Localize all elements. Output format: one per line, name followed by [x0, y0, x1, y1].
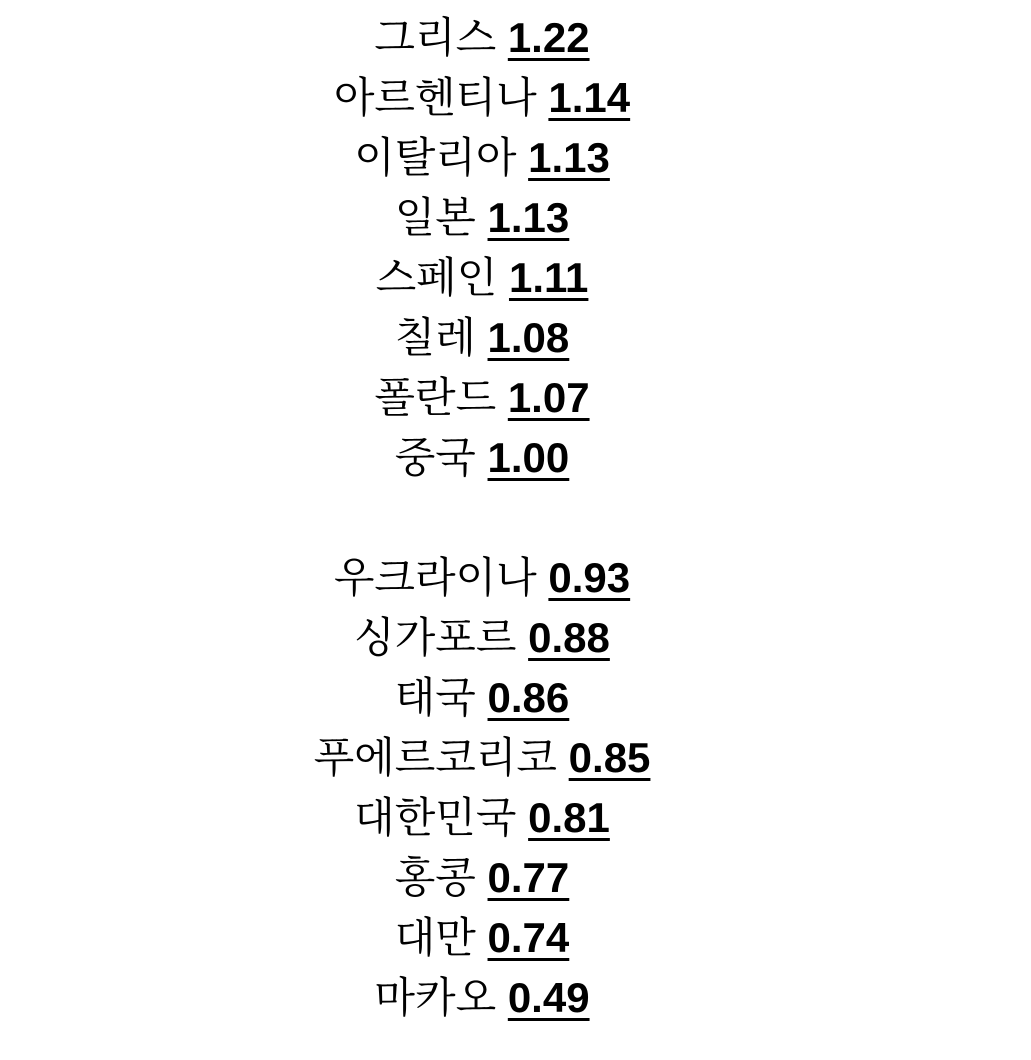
label-value-separator	[537, 74, 549, 121]
country-value: 0.88	[528, 614, 610, 661]
country-label: 스페인	[375, 254, 498, 301]
country-value: 0.93	[548, 554, 631, 601]
list-row	[0, 668, 964, 728]
list-row	[0, 908, 964, 968]
list-row	[0, 728, 964, 788]
country-label: 이탈리아	[354, 134, 517, 181]
country-label: 칠레	[394, 314, 476, 361]
label-value-separator	[476, 674, 488, 721]
list-row	[0, 548, 964, 608]
country-label: 아르헨티나	[333, 74, 537, 121]
country-value: 1.13	[487, 194, 570, 241]
country-label: 푸에르코리코	[313, 734, 557, 781]
list-row	[0, 428, 964, 488]
list-row	[0, 68, 964, 128]
label-value-separator	[476, 434, 488, 481]
list-row	[0, 248, 964, 308]
country-value: 1.13	[528, 134, 610, 181]
list-row	[0, 608, 964, 668]
country-value: 0.74	[487, 914, 570, 961]
label-value-separator	[476, 194, 488, 241]
country-value: 1.11	[508, 254, 589, 301]
country-label: 중국	[394, 434, 476, 481]
country-label: 마카오	[374, 974, 497, 1021]
country-value: 0.77	[487, 854, 570, 901]
country-label: 대만	[394, 914, 476, 961]
label-value-separator	[557, 734, 569, 781]
country-value: 0.49	[507, 974, 590, 1021]
list-row	[0, 848, 964, 908]
label-value-separator	[476, 854, 488, 901]
label-value-separator	[476, 314, 488, 361]
list-row	[0, 8, 964, 68]
list-row	[0, 368, 964, 428]
country-value: 1.07	[507, 374, 590, 421]
list-row	[0, 128, 964, 188]
label-value-separator	[476, 914, 488, 961]
country-label: 홍콩	[394, 854, 476, 901]
country-value: 1.00	[487, 434, 570, 481]
country-label: 그리스	[374, 14, 497, 61]
country-label: 대한민국	[354, 794, 517, 841]
country-value: 0.81	[528, 794, 610, 841]
label-value-separator	[537, 554, 549, 601]
country-value: 1.14	[548, 74, 631, 121]
country-label: 폴란드	[374, 374, 497, 421]
country-value: 1.08	[487, 314, 570, 361]
label-value-separator	[516, 794, 528, 841]
country-label: 일본	[394, 194, 476, 241]
list-row	[0, 308, 964, 368]
country-value: 0.86	[487, 674, 570, 721]
label-value-separator	[496, 14, 508, 61]
label-value-separator	[496, 974, 508, 1021]
country-label: 우크라이나	[333, 554, 537, 601]
country-value: 0.85	[568, 734, 651, 781]
list-row	[0, 788, 964, 848]
label-value-separator	[496, 374, 508, 421]
label-value-separator	[497, 254, 509, 301]
label-value-separator	[516, 134, 528, 181]
list-row	[0, 968, 964, 1028]
label-value-separator	[516, 614, 528, 661]
list-row	[0, 188, 964, 248]
country-value: 1.22	[507, 14, 590, 61]
group-spacer	[0, 488, 964, 548]
country-label: 태국	[394, 674, 476, 721]
country-label: 싱가포르	[354, 614, 517, 661]
